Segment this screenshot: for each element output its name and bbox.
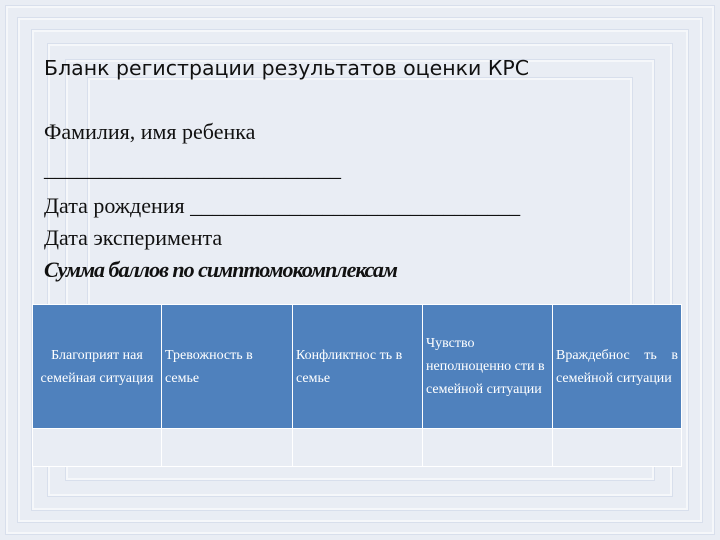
table-header-row xyxy=(33,305,682,429)
child-name-label: Фамилия, имя ребенка xyxy=(44,119,256,144)
page-title: Бланк регистрации результатов оценки КРС xyxy=(44,56,530,80)
value-cell-favorable-situation[interactable] xyxy=(33,429,162,467)
value-cell-inferiority[interactable] xyxy=(423,429,553,467)
header-cell-label: Благоприят ная семейная ситуация xyxy=(40,347,154,386)
header-cell-label: Тревожность в семье xyxy=(165,347,253,386)
value-cell-hostility[interactable] xyxy=(553,429,682,467)
header-cell-conflict xyxy=(293,305,423,429)
table-row xyxy=(33,429,682,467)
child-name-blank-line: ___________________________ xyxy=(44,156,341,181)
value-cell-anxiety[interactable] xyxy=(162,429,293,467)
header-cell-favorable-situation xyxy=(33,305,162,429)
results-table xyxy=(32,304,682,467)
header-cell-inferiority xyxy=(423,305,553,429)
header-cell-anxiety xyxy=(162,305,293,429)
header-cell-hostility xyxy=(553,305,682,429)
header-cell-label: Враждебнос ть в семейной ситуации xyxy=(556,347,678,386)
sum-label: Сумма баллов по симптомокомплексам xyxy=(44,257,397,282)
header-cell-label: Чувство неполноценно сти в семейной ситуации xyxy=(426,336,545,397)
value-cell-conflict[interactable] xyxy=(293,429,423,467)
experiment-date-label: Дата эксперимента xyxy=(44,225,223,250)
header-cell-label: Конфликтнос ть в семье xyxy=(296,347,403,386)
birth-date-field: Дата рождения ______________________________ xyxy=(44,193,521,218)
